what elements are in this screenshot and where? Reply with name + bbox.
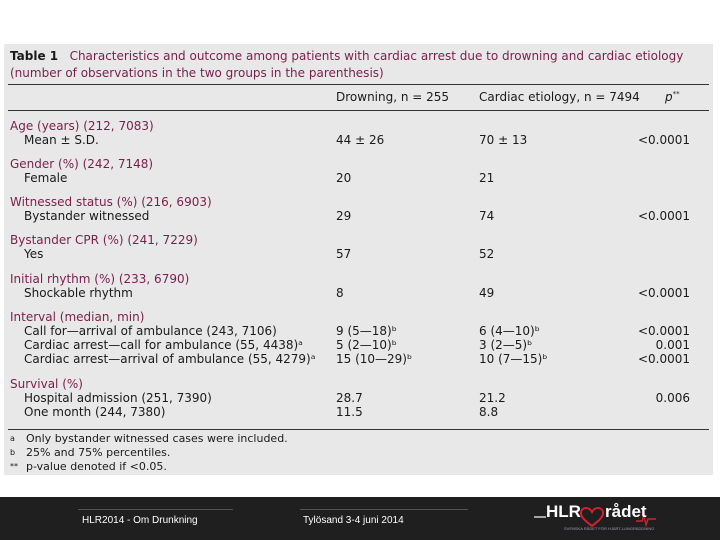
row-label: Female — [24, 171, 68, 185]
footnote-text: 25% and 75% percentiles. — [26, 446, 171, 459]
table-panel — [4, 44, 713, 475]
cardiac-value: 10 (7—15)ᵇ — [479, 352, 548, 366]
drowning-value: 9 (5—18)ᵇ — [336, 324, 397, 338]
p-value: <0.0001 — [637, 133, 690, 147]
drowning-value: 11.5 — [336, 405, 363, 419]
table-row — [4, 391, 713, 405]
row-label: One month (244, 7380) — [24, 405, 166, 419]
slide-footer — [0, 497, 720, 540]
header-p — [665, 90, 680, 104]
footnote-text: p-value denoted if <0.05. — [26, 460, 167, 473]
header-cardiac: Cardiac etiology, n = 7494 — [479, 90, 640, 104]
cardiac-value: 6 (4—10)ᵇ — [479, 324, 540, 338]
logo-text-radet: rådet — [605, 502, 647, 521]
row-label: Witnessed status (%) (216, 6903) — [10, 195, 212, 209]
table-caption-text: Characteristics and outcome among patients with cardiac arrest due to drowning and cardiac etiology (number of observations in the two groups in the parenthesis) — [10, 49, 684, 80]
footnote-rule — [8, 429, 709, 430]
table-category-row — [4, 272, 713, 286]
footer-presentation-title: HLR2014 - Om Drunkning — [82, 515, 198, 526]
table-row — [4, 247, 713, 261]
footer-event-date: Tylösand 3-4 juni 2014 — [303, 515, 404, 526]
table-row — [4, 324, 713, 338]
p-value: <0.0001 — [637, 286, 690, 300]
cardiac-value: 52 — [479, 247, 495, 261]
table-row — [4, 171, 713, 185]
p-value: <0.0001 — [637, 209, 690, 223]
row-label: Shockable rhythm — [24, 286, 133, 300]
table-caption-label: Table 1 — [10, 49, 59, 63]
table-category-row — [4, 195, 713, 209]
footnote-stars — [10, 460, 167, 473]
drowning-value: 57 — [336, 247, 352, 261]
row-label: Cardiac arrest—arrival of ambulance (55, 4279)ᵃ — [24, 352, 316, 366]
row-label: Bystander CPR (%) (241, 7229) — [10, 233, 198, 247]
header-p-superscript: ** — [672, 90, 680, 98]
row-label: Yes — [24, 247, 44, 261]
drowning-value: 15 (10—29)ᵇ — [336, 352, 413, 366]
drowning-value: 28.7 — [336, 391, 363, 405]
drowning-value: 20 — [336, 171, 352, 185]
header-bottom-rule — [8, 110, 709, 111]
header-top-rule — [8, 84, 709, 85]
row-label: Hospital admission (251, 7390) — [24, 391, 212, 405]
header-drowning: Drowning, n = 255 — [336, 90, 450, 104]
footnote-mark: ** — [10, 462, 18, 471]
table-category-row — [4, 119, 713, 133]
p-value: <0.0001 — [637, 352, 690, 366]
p-value: <0.0001 — [637, 324, 690, 338]
row-label: Initial rhythm (%) (233, 6790) — [10, 272, 190, 286]
row-label: Age (years) (212, 7083) — [10, 119, 154, 133]
row-label: Call for—arrival of ambulance (243, 7106) — [24, 324, 277, 338]
table-caption — [10, 48, 706, 82]
cardiac-value: 21.2 — [479, 391, 506, 405]
table-row — [4, 209, 713, 223]
cardiac-value: 49 — [479, 286, 495, 300]
table-row — [4, 286, 713, 300]
footnote-a — [10, 432, 288, 445]
cardiac-value: 3 (2—5)ᵇ — [479, 338, 533, 352]
footnote-mark: b — [10, 448, 16, 457]
row-label: Mean ± S.D. — [24, 133, 99, 147]
drowning-value: 5 (2—10)ᵇ — [336, 338, 397, 352]
table-row — [4, 405, 713, 419]
hlr-radet-logo — [532, 501, 658, 535]
cardiac-value: 70 ± 13 — [479, 133, 528, 147]
table-category-row — [4, 377, 713, 391]
drowning-value: 8 — [336, 286, 344, 300]
p-value: 0.006 — [655, 391, 690, 405]
table-row — [4, 338, 713, 352]
row-label: Gender (%) (242, 7148) — [10, 157, 154, 171]
footnote-b — [10, 446, 170, 459]
p-value: 0.001 — [655, 338, 690, 352]
cardiac-value: 21 — [479, 171, 495, 185]
header-p-label: p — [665, 90, 673, 104]
cardiac-value: 74 — [479, 209, 495, 223]
logo-text-hlr: HLR — [546, 502, 581, 521]
drowning-value: 29 — [336, 209, 352, 223]
logo-subtitle: SVENSKA RÅDET FÖR HJÄRT-LUNGRÄDDNING — [564, 526, 655, 531]
row-label: Survival (%) — [10, 377, 83, 391]
table-row — [4, 133, 713, 147]
cardiac-value: 8.8 — [479, 405, 499, 419]
table-category-row — [4, 233, 713, 247]
table-row — [4, 352, 713, 366]
footer-left-line — [78, 509, 233, 510]
drowning-value: 44 ± 26 — [336, 133, 385, 147]
table-category-row — [4, 157, 713, 171]
row-label: Interval (median, min) — [10, 310, 145, 324]
table-category-row — [4, 310, 713, 324]
row-label: Bystander witnessed — [24, 209, 150, 223]
row-label: Cardiac arrest—call for ambulance (55, 4438)ᵃ — [24, 338, 303, 352]
footnote-mark: a — [10, 434, 15, 443]
footer-center-line — [300, 509, 468, 510]
footnote-text: Only bystander witnessed cases were included. — [26, 432, 288, 445]
